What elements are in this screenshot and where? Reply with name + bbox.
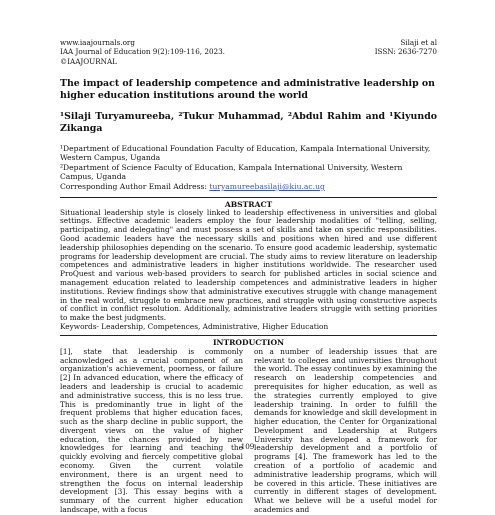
abstract-body: Situational leadership style is closely linked to leadership effectiveness in universities and global settings. Effective academic leaders employ the four leadership modalities of "telling, selling, participating, and delegating" and must possess a set of skills and take on specific responsibilities. Good academic leaders have the necessary skills and positions when hired and use different leadership philosophies depending on the scenario. To ensure good academic leadership, systematic programs for leadership development are crucial. The study aims to review literature on leadership competences and administrative leaders in higher institutions worldwide. The researcher used ProQuest and various web-based providers to search for published articles in social science and management education related to leadership competences and administrative leaders in higher institutions. Review findings show that administrative executives struggle with change management in the real world, struggle to embrace new practices, and struggle with using constructive aspects of conflict in conflict resolution. Additionally, administrative leaders struggle with setting priorities to make the best judgments. <box>60 207 437 323</box>
page-number: 109 <box>240 442 255 451</box>
copyright-line: ©IAAJOURNAL <box>60 56 117 66</box>
corresponding-email-link[interactable]: turyamureebasilaji@kiu.ac.ug <box>209 181 325 191</box>
abstract-heading: ABSTRACT <box>60 197 437 209</box>
corresponding-author <box>60 182 437 192</box>
journal-citation: IAA Journal of Education 9(2):109-116, 2023. <box>60 47 225 57</box>
corresponding-label: Corresponding Author Email Address: <box>60 181 210 191</box>
introduction-left-column: [1], state that leadership is commonly acknowledged as a crucial component of an organization's achievement, poorness, or failure [2] In advanced education, where the efficacy of leaders and leadership is crucial to academic and administrative success, this is no less true. This is predominantly true in light of the frequent problems that higher education faces, such as the sharp decline in public support, the divergent views on the value of higher education, the chances provided by new knowledges for learning and teaching the quickly evolving and fiercely competitive global economy. Given the current volatile environment, there is an urgent need to strengthen the focus on internal leadership development [3]. This essay begins with a summary of the current higher education landscape, with a focus <box>60 346 243 515</box>
introduction-columns <box>60 348 437 515</box>
introduction-right-column: on a number of leadership issues that are relevant to colleges and universities throughout the world. The essay continues by examining the research on leadership competencies and prerequisites for higher education, as well as the strategies currently employed to give leadership training. In order to fulfill the demands for knowledge and skill development in higher education, the Center for Organizational Development and Leadership at Rutgers University has developed a framework for leadership development and a portfolio of programs [4]. The framework has led to the creation of a portfolio of academic and administrative leadership programs, which will be covered in this article. These initiatives are currently in different stages of development. What we believe will be a useful model for academics and <box>254 346 437 515</box>
introduction-heading: INTRODUCTION <box>60 335 437 347</box>
affiliations <box>60 144 437 192</box>
affiliation-1: ¹Department of Educational Foundation Faculty of Education, Kampala International University, Western Campus, Uganda <box>60 143 431 163</box>
journal-website[interactable]: www.iaajournals.org <box>60 38 135 47</box>
affiliation-2: ²Department of Science Faculty of Education, Kampala International University, Western Campus, Uganda <box>60 162 403 182</box>
running-head: Silaji et al <box>400 38 437 47</box>
author-list: ¹Silaji Turyamureeba, ²Tukur Muhammad, ²Abdul Rahim and ¹Kiyundo Zikanga <box>60 111 437 134</box>
article-title: The impact of leadership competence and administrative leadership on higher education institutions around the world <box>60 78 435 101</box>
keywords: Keywords- Leadership, Competences, Administrative, Higher Education <box>60 321 329 331</box>
issn: ISSN: 2636-7270 <box>374 47 437 57</box>
running-header <box>60 38 437 66</box>
